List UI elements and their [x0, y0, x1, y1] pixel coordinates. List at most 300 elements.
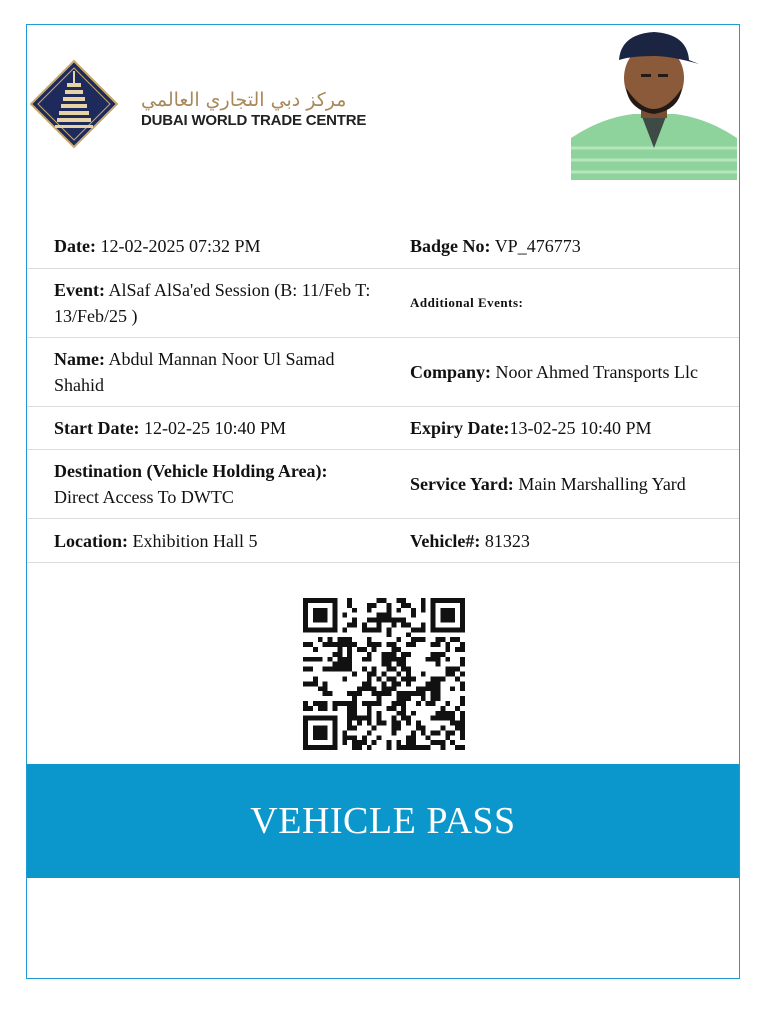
qr-module: [367, 701, 372, 706]
qr-module: [421, 672, 426, 677]
qr-module: [450, 730, 455, 735]
qr-module: [362, 623, 367, 628]
qr-module: [440, 608, 455, 623]
qr-module: [362, 627, 367, 632]
qr-module: [455, 725, 460, 730]
qr-module: [431, 691, 436, 696]
qr-module: [362, 681, 367, 686]
qr-module: [386, 686, 391, 691]
event-field: [27, 269, 383, 337]
qr-module: [347, 725, 352, 730]
qr-module: [328, 637, 333, 642]
qr-module: [411, 740, 416, 745]
qr-module: [372, 667, 377, 672]
qr-module: [313, 676, 318, 681]
qr-module: [435, 696, 440, 701]
qr-module: [342, 667, 347, 672]
qr-module: [372, 686, 377, 691]
qr-module: [337, 667, 342, 672]
qr-module: [347, 662, 352, 667]
details-row-destination: [27, 450, 739, 519]
qr-module: [460, 662, 465, 667]
qr-module: [411, 730, 416, 735]
qr-module: [347, 598, 352, 603]
qr-module: [421, 725, 426, 730]
qr-module: [323, 706, 328, 711]
qr-module: [386, 642, 391, 647]
qr-module: [421, 745, 426, 750]
qr-module: [377, 716, 382, 721]
qr-module: [460, 647, 465, 652]
vehicle-pass-card: [26, 24, 740, 979]
qr-module: [401, 676, 406, 681]
qr-module: [318, 657, 323, 662]
qr-module: [460, 681, 465, 686]
qr-module: [460, 745, 465, 750]
qr-module: [303, 667, 308, 672]
qr-module: [318, 686, 323, 691]
qr-module: [333, 701, 338, 706]
qr-module: [406, 745, 411, 750]
qr-module: [313, 608, 328, 623]
qr-module: [416, 637, 421, 642]
qr-module: [347, 716, 352, 721]
qr-module: [357, 686, 362, 691]
qr-module: [445, 701, 450, 706]
qr-module: [362, 686, 367, 691]
qr-module: [372, 603, 377, 608]
qr-module: [460, 716, 465, 721]
qr-module: [450, 637, 455, 642]
qr-module: [347, 701, 352, 706]
details-row-location: [27, 519, 739, 563]
company-value: Noor Ahmed Transports Llc: [495, 362, 699, 382]
qr-module: [382, 681, 387, 686]
qr-code-icon: [303, 598, 465, 750]
qr-module: [445, 647, 450, 652]
qr-module: [406, 652, 411, 657]
qr-module: [386, 632, 391, 637]
qr-module: [367, 652, 372, 657]
location-field: [27, 519, 383, 562]
qr-module: [372, 627, 377, 632]
qr-module: [426, 681, 431, 686]
qr-module: [352, 711, 357, 716]
qr-module: [396, 745, 401, 750]
qr-module: [460, 696, 465, 701]
qr-module: [421, 637, 426, 642]
qr-module: [313, 725, 328, 740]
qr-module: [391, 730, 396, 735]
qr-module: [367, 603, 372, 608]
qr-module: [308, 657, 313, 662]
qr-module: [411, 627, 416, 632]
expiry-date-label: Expiry Date:: [410, 418, 510, 438]
qr-module: [396, 608, 401, 613]
qr-module: [347, 735, 352, 740]
qr-module: [421, 627, 426, 632]
qr-module: [401, 657, 406, 662]
qr-module: [440, 676, 445, 681]
qr-module: [401, 652, 406, 657]
qr-module: [372, 642, 377, 647]
qr-module: [440, 725, 445, 730]
qr-module: [377, 642, 382, 647]
qr-module: [303, 642, 308, 647]
qr-module: [435, 642, 440, 647]
qr-module: [347, 711, 352, 716]
qr-module: [421, 730, 426, 735]
qr-module: [411, 745, 416, 750]
qr-module: [421, 623, 426, 628]
qr-module: [391, 701, 396, 706]
qr-module: [342, 627, 347, 632]
qr-module: [455, 637, 460, 642]
vehicle-pass-banner: [27, 764, 739, 878]
qr-module: [372, 672, 377, 677]
vehicle-label: Vehicle#:: [410, 530, 481, 551]
event-value: AlSaf AlSa'ed Session (B: 11/Feb T: 13/Feb/25 ): [54, 280, 371, 326]
location-value: Exhibition Hall 5: [132, 530, 258, 551]
qr-module: [337, 652, 342, 657]
qr-module: [406, 632, 411, 637]
qr-module: [357, 740, 362, 745]
qr-module: [328, 657, 333, 662]
qr-module: [396, 598, 401, 603]
qr-module: [342, 613, 347, 618]
qr-module: [386, 652, 391, 657]
qr-module: [396, 740, 401, 745]
qr-module: [308, 642, 313, 647]
qr-module: [426, 735, 431, 740]
qr-module: [431, 740, 436, 745]
qr-module: [401, 716, 406, 721]
qr-module: [455, 667, 460, 672]
qr-module: [362, 701, 367, 706]
qr-module: [367, 730, 372, 735]
qr-module: [357, 691, 362, 696]
qr-module: [313, 657, 318, 662]
service-yard-field: [383, 450, 739, 518]
qr-module: [435, 681, 440, 686]
qr-module: [421, 691, 426, 696]
qr-module: [431, 657, 436, 662]
qr-module: [352, 716, 357, 721]
company-label: Company:: [410, 362, 492, 382]
holder-photo: [571, 30, 737, 180]
destination-value: Direct Access To DWTC: [54, 487, 234, 507]
qr-module: [460, 686, 465, 691]
qr-module: [440, 637, 445, 642]
qr-module: [445, 657, 450, 662]
qr-module: [411, 735, 416, 740]
qr-module: [401, 691, 406, 696]
qr-module: [342, 740, 347, 745]
qr-module: [460, 711, 465, 716]
qr-module: [367, 627, 372, 632]
qr-module: [347, 652, 352, 657]
qr-module: [382, 618, 387, 623]
qr-module: [431, 701, 436, 706]
qr-module: [352, 735, 357, 740]
qr-module: [386, 745, 391, 750]
qr-module: [391, 657, 396, 662]
qr-module: [377, 711, 382, 716]
qr-module: [333, 667, 338, 672]
qr-module: [416, 725, 421, 730]
qr-module: [352, 642, 357, 647]
qr-module: [337, 657, 342, 662]
qr-module: [406, 721, 411, 726]
qr-module: [391, 676, 396, 681]
qr-module: [367, 642, 372, 647]
qr-module: [367, 676, 372, 681]
qr-module: [421, 696, 426, 701]
qr-module: [411, 637, 416, 642]
start-date-label: Start Date:: [54, 418, 140, 438]
qr-module: [391, 618, 396, 623]
qr-module: [411, 613, 416, 618]
qr-module: [318, 706, 323, 711]
qr-module: [431, 730, 436, 735]
qr-module: [421, 603, 426, 608]
qr-module: [450, 740, 455, 745]
qr-module: [372, 740, 377, 745]
qr-module: [352, 691, 357, 696]
qr-module: [347, 657, 352, 662]
qr-module: [386, 657, 391, 662]
name-field: [27, 338, 383, 406]
qr-module: [328, 642, 333, 647]
qr-module: [391, 652, 396, 657]
qr-module: [411, 691, 416, 696]
details-row-name-company: [27, 338, 739, 407]
destination-label: Destination (Vehicle Holding Area):: [54, 461, 328, 481]
qr-module: [328, 667, 333, 672]
name-label: Name:: [54, 349, 105, 369]
qr-module: [401, 701, 406, 706]
qr-module: [382, 721, 387, 726]
qr-module: [352, 701, 357, 706]
qr-module: [377, 623, 382, 628]
qr-module: [347, 691, 352, 696]
dwtc-tower-logo: [29, 59, 119, 149]
qr-module: [362, 647, 367, 652]
qr-module: [396, 681, 401, 686]
qr-module: [377, 627, 382, 632]
qr-module: [431, 652, 436, 657]
qr-module: [367, 711, 372, 716]
qr-module: [431, 686, 436, 691]
qr-module: [421, 686, 426, 691]
date-label: Date:: [54, 236, 96, 256]
details-row-date-badge: [27, 224, 739, 269]
qr-module: [357, 716, 362, 721]
qr-module: [431, 716, 436, 721]
qr-module: [396, 691, 401, 696]
qr-module: [396, 725, 401, 730]
qr-module: [396, 662, 401, 667]
event-label: Event:: [54, 280, 105, 300]
qr-module: [328, 691, 333, 696]
qr-module: [440, 711, 445, 716]
qr-module: [382, 657, 387, 662]
qr-module: [391, 642, 396, 647]
qr-module: [386, 740, 391, 745]
qr-module: [435, 691, 440, 696]
qr-module: [391, 706, 396, 711]
qr-module: [377, 618, 382, 623]
qr-module: [450, 667, 455, 672]
qr-module: [382, 662, 387, 667]
qr-module: [460, 730, 465, 735]
start-date-field: [27, 407, 383, 449]
qr-module: [367, 608, 372, 613]
badge-no-field: [383, 224, 739, 268]
qr-module: [396, 657, 401, 662]
qr-module: [435, 676, 440, 681]
qr-module: [406, 740, 411, 745]
qr-module: [313, 701, 318, 706]
additional-events-label: Additional Events:: [410, 295, 524, 310]
qr-module: [401, 603, 406, 608]
qr-module: [445, 642, 450, 647]
qr-module: [416, 701, 421, 706]
qr-module: [440, 745, 445, 750]
qr-module: [342, 642, 347, 647]
qr-module: [435, 740, 440, 745]
qr-module: [372, 701, 377, 706]
qr-module: [396, 701, 401, 706]
qr-module: [445, 730, 450, 735]
qr-module: [352, 745, 357, 750]
qr-module: [435, 686, 440, 691]
qr-module: [406, 681, 411, 686]
qr-module: [342, 701, 347, 706]
qr-module: [386, 662, 391, 667]
qr-module: [337, 637, 342, 642]
qr-module: [386, 706, 391, 711]
qr-module: [435, 730, 440, 735]
service-yard-value: Main Marshalling Yard: [518, 474, 686, 494]
qr-module: [382, 672, 387, 677]
qr-module: [445, 716, 450, 721]
qr-module: [416, 721, 421, 726]
qr-module: [386, 613, 391, 618]
qr-module: [406, 603, 411, 608]
qr-module: [440, 740, 445, 745]
start-date-value: 12-02-25 10:40 PM: [143, 418, 286, 438]
qr-module: [367, 721, 372, 726]
qr-module: [362, 657, 367, 662]
qr-module: [426, 701, 431, 706]
qr-module: [401, 598, 406, 603]
qr-module: [401, 711, 406, 716]
qr-module: [323, 686, 328, 691]
qr-module: [396, 672, 401, 677]
qr-module: [362, 740, 367, 745]
org-name-arabic: مركز دبي التجاري العالمي: [141, 89, 347, 111]
qr-module: [367, 706, 372, 711]
qr-module: [303, 657, 308, 662]
qr-module: [391, 721, 396, 726]
qr-module: [342, 676, 347, 681]
qr-module: [303, 706, 308, 711]
qr-module: [450, 716, 455, 721]
qr-module: [455, 745, 460, 750]
qr-module: [337, 647, 342, 652]
qr-module: [347, 637, 352, 642]
qr-module: [347, 647, 352, 652]
qr-module: [445, 735, 450, 740]
qr-module: [382, 691, 387, 696]
qr-module: [431, 681, 436, 686]
qr-module: [406, 623, 411, 628]
qr-module: [435, 662, 440, 667]
date-value: 12-02-2025 07:32 PM: [100, 236, 261, 256]
qr-module: [372, 691, 377, 696]
qr-module: [416, 691, 421, 696]
qr-module: [347, 667, 352, 672]
qr-module: [352, 623, 357, 628]
qr-module: [406, 676, 411, 681]
qr-module: [352, 706, 357, 711]
qr-module: [391, 647, 396, 652]
qr-module: [357, 745, 362, 750]
details-row-event: [27, 269, 739, 338]
qr-module: [318, 701, 323, 706]
badge-no-label: Badge No:: [410, 236, 491, 256]
qr-module: [416, 627, 421, 632]
qr-module: [377, 676, 382, 681]
qr-module: [401, 696, 406, 701]
qr-module: [460, 721, 465, 726]
qr-module: [421, 598, 426, 603]
qr-module: [406, 667, 411, 672]
qr-module: [440, 716, 445, 721]
qr-module: [421, 608, 426, 613]
qr-module: [401, 623, 406, 628]
qr-module: [445, 667, 450, 672]
badge-no-value: VP_476773: [494, 236, 581, 256]
qr-module: [377, 696, 382, 701]
qr-module: [431, 676, 436, 681]
qr-module: [460, 735, 465, 740]
qr-module: [342, 730, 347, 735]
qr-module: [450, 711, 455, 716]
qr-module: [406, 672, 411, 677]
qr-module: [357, 721, 362, 726]
qr-module: [386, 618, 391, 623]
qr-module: [323, 681, 328, 686]
qr-module: [416, 745, 421, 750]
qr-module: [308, 681, 313, 686]
qr-module: [396, 618, 401, 623]
qr-module: [367, 657, 372, 662]
qr-module: [382, 652, 387, 657]
qr-module: [401, 706, 406, 711]
qr-module: [460, 672, 465, 677]
qr-module: [347, 642, 352, 647]
qr-module: [386, 603, 391, 608]
location-label: Location:: [54, 530, 128, 551]
qr-module: [347, 721, 352, 726]
qr-module: [406, 642, 411, 647]
org-name: [141, 89, 366, 129]
destination-field: [27, 450, 383, 518]
qr-module: [455, 706, 460, 711]
qr-module: [435, 652, 440, 657]
